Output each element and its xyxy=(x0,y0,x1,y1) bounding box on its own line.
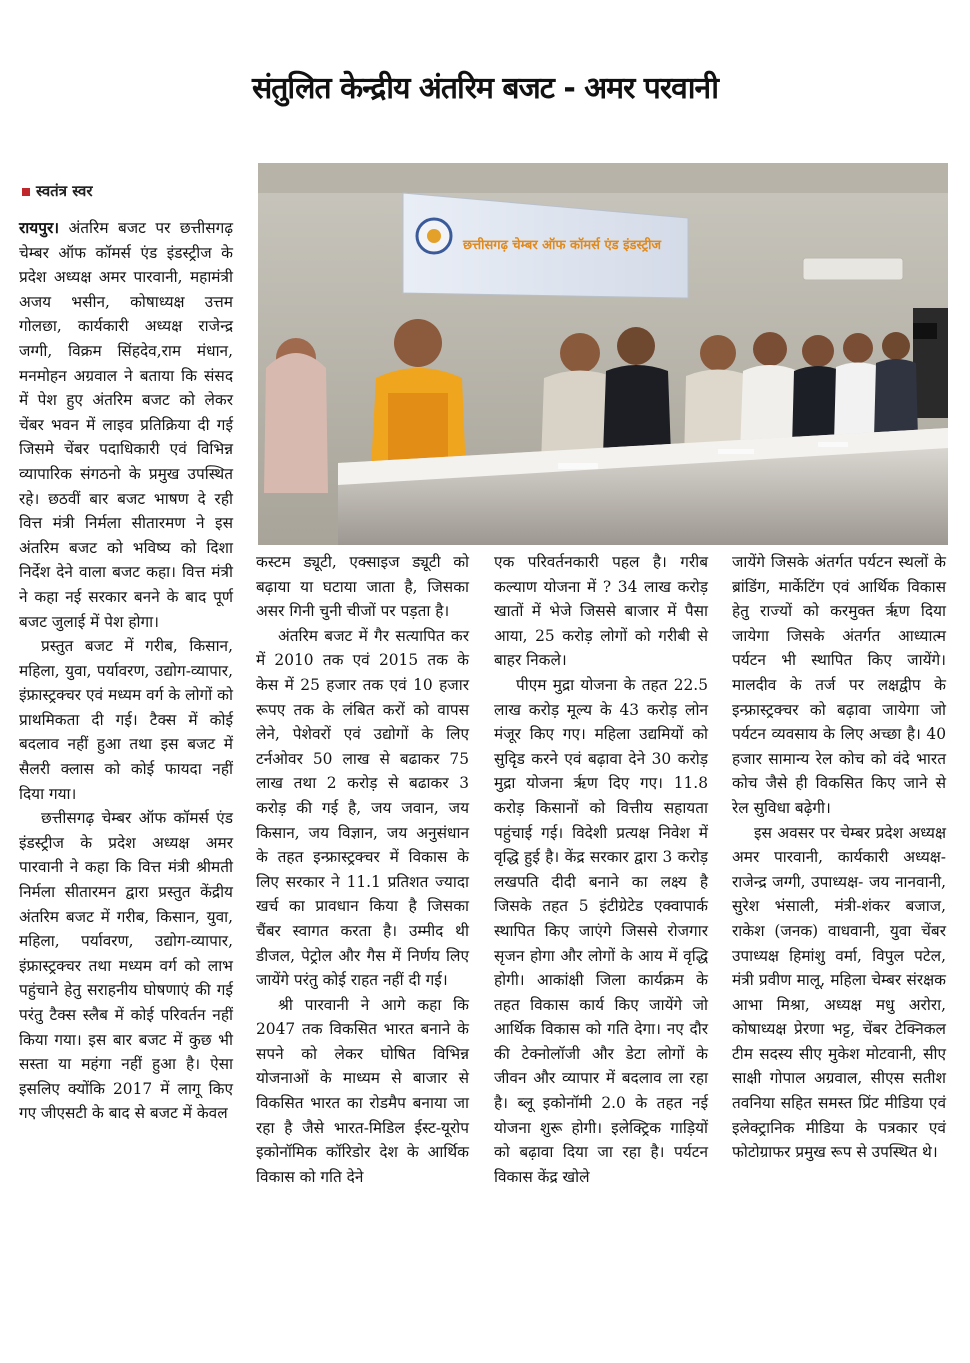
paragraph: कस्टम ड्यूटी, एक्साइज ड्यूटी को बढ़ाया या घटाया जाता है, जिसका असर गिनी चुनी चीजों पर पड़ता है। xyxy=(256,553,469,621)
red-square-icon xyxy=(22,188,30,196)
news-photo xyxy=(258,163,948,545)
article-column-4 xyxy=(732,550,946,1165)
paragraph: इस अवसर पर चेम्बर प्रदेश अध्यक्ष अमर पारवानी, कार्यकारी अध्यक्ष-राजेन्द्र जग्गी, उपाध्यक्ष- जय नानवानी, सुरेश भंसाली, मंत्री-शंकर बजाज, राकेश (जनक) वाधवानी, युवा चेंबर उपाध्यक्ष हिमांशु वर्मा, विपुल पटेल, मंत्री प्रवीण मालू, महिला चेम्बर संरक्षक आभा मिश्रा, अध्यक्ष मधु अरोरा, कोषाध्यक्ष प्रेरणा भट्ट, चेंबर टेक्निकल टीम सदस्य सीए मुकेश मोटवानी, सीए साक्षी गोपाल अग्रवाल, सीएस सतीश तवनिया सहित समस्त प्रिंट मीडिया एवं इलेक्ट्रानिक मीडिया के पत्रकार एवं फोटोग्राफर प्रमुख रूप से उपस्थित थे। xyxy=(732,823,946,1162)
paragraph: एक परिवर्तनकारी पहल है। गरीब कल्याण योजना में ? 34 लाख करोड़ खातों में भेजे जिससे बाजार में पैसा आया, 25 करोड़ लोगों को गरीबी से बाहर निकले। xyxy=(494,553,708,670)
article-column-2 xyxy=(256,550,469,1189)
paragraph: अंतरिम बजट में गैर सत्यापित कर में 2010 तक एवं 2015 तक के केस में 25 हजार तक एवं 10 हजार रूपए तक के लंबित करों को वापस लेने, पेशेवरों एवं उद्योगों के लिए टर्नओवर 50 लाख से बढाकर 75 लाख तथा 2 करोड़ से बढाकर 3 करोड़ की गई है, जय जवान, जय किसान, जय विज्ञान, जय अनुसंधान के तहत इन्फ्रास्ट्रक्चर में विकास के लिए सरकार ने 11.1 प्रतिशत ज्यादा खर्च का प्रावधान किया है जिसका चैंबर स्वागत करता है। उम्मीद थी डीजल, पेट्रोल और गैस में निर्णय लिए जायेंगे परंतु कोई राहत नहीं दी गई। xyxy=(256,626,469,990)
paragraph: छत्तीसगढ़ चेम्बर ऑफ कॉमर्स एंड इंडस्ट्रीज के प्रदेश अध्यक्ष अमर पारवानी ने कहा कि वित्त मंत्री श्रीमती निर्मला सीतारमन द्वारा प्रस्तुत केंद्रीय अंतरिम बजट में गरीब, किसान, युवा, महिला, पर्यावरण, उद्योग-व्यापार, इंफ्रास्ट्रक्चर तथा मध्यम वर्ग को लाभ पहुंचाने हेतु सराहनीय घोषणाएं की गई परंतु टैक्स स्लैब में कोई परिवर्तन नहीं किया गया। इस बार बजट में कुछ भी सस्ता या महंगा नहीं हुआ है। ऐसा इसलिए क्योंकि 2017 में लागू किए गए जीएसटी के बाद से बजट में केवल xyxy=(19,809,233,1123)
article-column-3 xyxy=(494,550,708,1189)
paragraph: अंतरिम बजट पर छत्तीसगढ़ चेम्बर ऑफ कॉमर्स एंड इंडस्ट्रीज के प्रदेश अध्यक्ष अमर पारवानी, महामंत्री अजय भसीन, कोषाध्यक्ष उत्तम गोलछा, कार्यकारी अध्यक्ष राजेन्द्र जग्गी, विक्रम सिंहदेव,राम मंधान, मनमोहन अग्रवाल ने बताया कि संसद में पेश हुए अंतरिम बजट को लेकर चेंबर भवन में लाइव प्रतिक्रिया दी गई जिसमे चेंबर पदाधिकारी एवं विभिन्न व्यापारिक संगठनो के प्रमुख उपस्थित रहे। छठवीं बार बजट भाषण दे रही वित्त मंत्री निर्मला सीतारमण ने इस अंतरिम बजट को भविष्य को दिशा निर्देश देने वाला बजट कहा। वित्त मंत्री ने कहा नई सरकार बनने के बाद पूर्ण बजट जुलाई में पेश होगा। xyxy=(19,219,233,631)
source-byline xyxy=(22,181,93,201)
source-label: स्वतंत्र स्वर xyxy=(36,182,93,200)
dateline: रायपुर। xyxy=(19,219,60,237)
paragraph: पीएम मुद्रा योजना के तहत 22.5 लाख करोड़ मूल्य के 43 करोड़ लोन मंजूर किए गए। महिला उद्यमियों को सुदृिड करने एवं बढ़ावा देने 30 करोड़ मुद्रा योजना ऋृण दिए गए। 11.8 करोड़ किसानों को वित्तीय सहायता पहुंचाई गई। विदेशी प्रत्यक्ष निवेश में वृद्धि हुई है। केंद्र सरकार द्वारा 3 करोड़ लखपति दीदी बनाने का लक्ष्य है जिसके तहत 5 इंटीग्रेटेड एक्वापार्क स्थापित किए जाएंगे जिससे रोजगार सृजन होगा और लोगों के आय में वृद्धि होगी। आकांक्षी जिला कार्यक्रम के तहत विकास कार्य किए जायेंगे जो आर्थिक विकास को गति देगा। नए दौर की टेक्नोलॉजी और डेटा लोगों के जीवन और व्यापार में बदलाव ला रहा है। ब्लू इकोनॉमी 2.0 के तहत नई योजना शुरू होगी। इलेक्ट्रिक गाड़ियों को बढ़ावा दिया जा रहा है। पर्यटन विकास केंद्र खोले xyxy=(494,675,708,1186)
headline: संतुलित केन्द्रीय अंतरिम बजट - अमर परवानी xyxy=(252,71,718,106)
paragraph: श्री पारवानी ने आगे कहा कि 2047 तक विकसित भारत बनाने के सपने को लेकर घोषित विभिन्न योजनाओं के माध्यम से बाजार से विकसित भारत का रोडमैप बनाया जा रहा है जैसे भारत-मिडिल ईस्ट-यूरोप इकोनॉमिक कॉरिडोर देश के आर्थिक विकास को गति देने xyxy=(256,995,469,1186)
paragraph: जायेंगे जिसके अंतर्गत पर्यटन स्थलों के ब्रांडिंग, मार्केटिंग एवं आर्थिक विकास हेतु राज्यों को करमुक्त ऋृण दिया जायेगा जिसके अंतर्गत आध्यात्म पर्यटन भी स्थापित किए जायेंगे। मालदीव के तर्ज पर लक्षद्वीप के इन्फ्रास्ट्रक्चर को बढ़ावा जायेगा जो पर्यटन व्यवसाय के लिए अच्छा है। 40 हजार सामान्य रेल कोच को वंदे भारत कोच जैसे ही विकसित किए जाने से रेल सुविधा बढ़ेगी। xyxy=(732,553,946,817)
banner-text: छत्तीसगढ़ चेम्बर ऑफ कॉमर्स एंड इंडस्ट्रीज xyxy=(463,238,662,253)
meeting-photo-illustration xyxy=(258,163,948,545)
article-column-1 xyxy=(19,216,233,1126)
paragraph: प्रस्तुत बजट में गरीब, किसान, महिला, युवा, पर्यावरण, उद्योग-व्यापार, इंफ्रास्ट्रक्चर एवं मध्यम वर्ग के लोगों को प्राथमिकता दी गई। टैक्स में कोई बदलाव नहीं हुआ तथा इस बजट में सैलरी क्लास को कोई फायदा नहीं दिया गया। xyxy=(19,637,233,803)
